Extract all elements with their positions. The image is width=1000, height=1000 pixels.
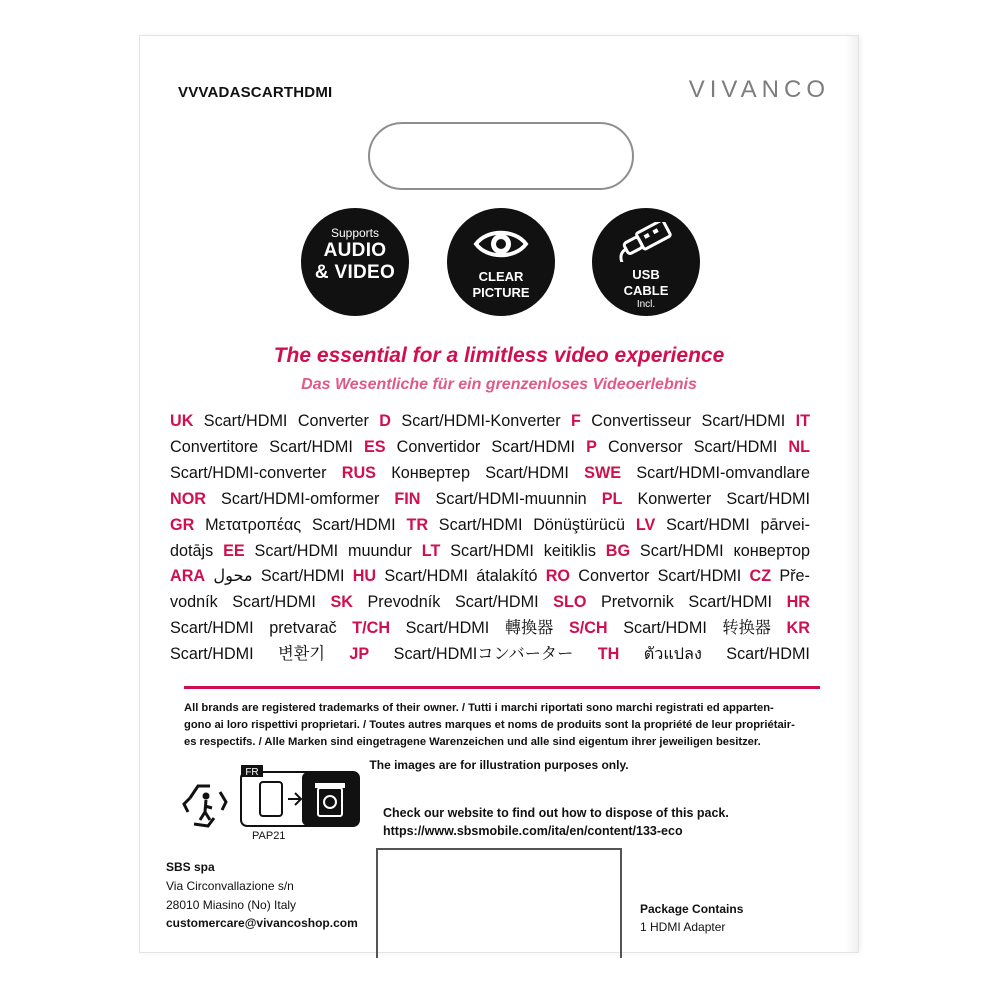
language-code: BG <box>605 541 631 560</box>
language-text: átalakító <box>476 567 538 586</box>
language-code: RO <box>545 567 571 586</box>
language-code: LV <box>635 515 656 534</box>
language-text: Convertor <box>578 567 650 586</box>
company-name: SBS spa <box>166 860 215 874</box>
language-line <box>170 409 810 435</box>
language-line <box>170 513 810 539</box>
language-code: RUS <box>341 463 376 482</box>
language-code: JP <box>349 645 370 664</box>
language-text: Convertitore <box>170 437 259 456</box>
package-title: Package Contains <box>640 902 744 916</box>
language-code: IT <box>795 412 810 430</box>
recycle-person-icon <box>180 778 236 834</box>
language-code: T/CH <box>352 619 391 638</box>
badge-usb-small: Incl. <box>636 299 656 310</box>
language-text: Scart/HDMI <box>450 541 534 560</box>
brand-logo: VIVANCO <box>688 76 830 103</box>
language-text: Scart/HDMI <box>170 619 254 638</box>
language-line <box>170 564 810 590</box>
language-text: Scart/HDMI <box>693 437 778 456</box>
language-line <box>170 642 810 668</box>
language-text: pārvei- <box>760 515 810 534</box>
legal-line: gono ai loro rispettivi proprietari. / Toutes autres marques et noms de produits sont la propriété de leur propriétair- <box>184 719 795 731</box>
dispose-info <box>383 804 729 840</box>
legal-line: All brands are registered trademarks of their owner. / Tutti i marchi riportati sono marchi registrati ed apparten- <box>184 702 774 714</box>
support-email[interactable]: customercare@vivancoshop.com <box>166 916 358 930</box>
language-text: Scart/HDMI <box>254 541 339 560</box>
language-text: Scart/HDMI <box>491 437 576 456</box>
eye-icon <box>473 224 529 264</box>
language-text: Scart/HDMI <box>666 515 750 534</box>
language-text: Scart/HDMI <box>170 645 254 664</box>
language-text: Scart/HDMI <box>405 619 490 638</box>
language-text: ตัวแปลง <box>643 645 702 664</box>
language-text: Scart/HDMI <box>269 437 353 456</box>
language-text: Scart/HDMI <box>232 593 316 612</box>
language-text: Scart/HDMI-omvandlare <box>636 463 810 482</box>
language-text: pretvarač <box>269 619 337 638</box>
language-code: CZ <box>749 567 772 586</box>
language-code: HU <box>352 567 377 586</box>
language-code: LT <box>421 541 441 560</box>
tagline-english: The essential for a limitless video experience <box>273 344 725 367</box>
language-text: Scart/HDMI <box>384 567 469 586</box>
illustration-disclaimer: The images are for illustration purposes only. <box>369 758 629 772</box>
language-code: TR <box>406 515 429 534</box>
language-text: Convertidor <box>396 437 481 456</box>
language-text: Scart/HDMI-converter <box>170 463 327 482</box>
language-text: Scart/HDMI <box>312 515 396 534</box>
language-text: Scart/HDMI <box>726 645 810 664</box>
address-line: Via Circonvallazione s/n <box>166 879 294 893</box>
language-code: D <box>379 412 391 430</box>
usb-plug-icon <box>611 222 681 262</box>
language-line <box>170 616 810 642</box>
language-code: SLO <box>553 593 587 612</box>
card-edge-shade <box>844 36 858 952</box>
language-text: محول <box>213 567 253 586</box>
badge-av-small: Supports <box>330 226 380 240</box>
language-text: Scart/HDMI <box>701 412 786 430</box>
language-code: NL <box>788 437 810 456</box>
language-text: конвертор <box>733 541 810 560</box>
language-text: Convertisseur <box>591 412 692 430</box>
language-code: KR <box>786 619 810 638</box>
barcode-area <box>376 848 622 958</box>
dispose-url[interactable]: https://www.sbsmobile.com/ita/en/content/133-eco <box>383 824 683 838</box>
language-code: S/CH <box>568 619 608 638</box>
badge-audio-video <box>301 208 409 316</box>
language-text: Scart/HDMI <box>485 463 569 482</box>
language-text: vodník <box>170 593 218 612</box>
language-text: muundur <box>348 541 412 560</box>
language-text: Μετατροπέας <box>205 515 302 534</box>
language-text: Scart/HDMI <box>623 619 707 638</box>
language-code: FIN <box>394 489 421 508</box>
language-code: GR <box>170 515 195 534</box>
language-text: Conversor <box>607 437 683 456</box>
language-code: UK <box>170 412 194 430</box>
language-text: 轉換器 <box>504 619 554 638</box>
language-code: HR <box>786 593 810 612</box>
language-text: Scart/HDMI <box>688 593 773 612</box>
language-text: Scart/HDMI-muunnin <box>435 489 587 508</box>
language-text: Scart/HDMIコンバーター <box>393 645 574 664</box>
language-text: Pretvornik <box>600 593 674 612</box>
language-text: 转换器 <box>722 619 771 638</box>
language-text: Scart/HDMI <box>454 593 539 612</box>
legal-line: es respectifs. / Alle Marken sind eingetragene Warenzeichen und alle sind eigentum ihrer jeweiligen besitzer. <box>184 736 761 748</box>
badge-clear-picture <box>447 208 555 316</box>
language-code: NOR <box>170 489 206 508</box>
language-text: Scart/HDMI <box>639 541 724 560</box>
language-list <box>170 409 810 668</box>
language-text: Конвертер <box>391 463 470 482</box>
package-card <box>140 36 858 952</box>
language-line <box>170 461 810 487</box>
divider-rule <box>184 686 820 689</box>
badge-usb-line2: CABLE <box>623 283 669 298</box>
language-text: Scart/HDMI <box>438 515 523 534</box>
material-code: PAP21 <box>252 830 286 842</box>
language-text: Scart/HDMI <box>260 567 345 586</box>
package-item: 1 HDMI Adapter <box>640 920 726 934</box>
language-code: SK <box>330 593 353 612</box>
company-address <box>166 858 296 915</box>
legal-notice <box>184 700 834 751</box>
language-code: ES <box>363 437 386 456</box>
language-text: Scart/HDMI-omformer <box>221 489 380 508</box>
language-code: PL <box>601 489 623 508</box>
language-text: Scart/HDMI-Konverter <box>401 412 561 430</box>
dispose-text: Check our website to find out how to dispose of this pack. <box>383 806 729 820</box>
language-text: Konwerter <box>637 489 712 508</box>
product-sku: VVVADASCARTHDMI <box>178 84 333 101</box>
language-text: Scart/HDMI <box>726 489 810 508</box>
badge-av-line1: AUDIO <box>323 240 387 261</box>
badge-av-line2: & VIDEO <box>314 262 396 283</box>
language-line <box>170 539 810 565</box>
language-text: Scart/HDMI <box>203 412 288 430</box>
triman-country: FR <box>245 767 259 778</box>
language-line <box>170 590 810 616</box>
badge-clear-line1: CLEAR <box>478 269 524 284</box>
hang-hole <box>368 122 634 190</box>
package-contents <box>640 900 743 936</box>
language-text: dotājs <box>170 541 214 560</box>
language-text: 변환기 <box>278 645 325 664</box>
language-text: Dönüştürücü <box>533 515 626 534</box>
badge-clear-line2: PICTURE <box>472 285 530 300</box>
language-line <box>170 435 810 461</box>
tagline-german: Das Wesentliche für ein grenzenloses Videoerlebnis <box>301 376 697 393</box>
language-text: Prevodník <box>367 593 441 612</box>
badge-usb-cable <box>592 208 700 316</box>
language-text: Converter <box>297 412 369 430</box>
language-code: TH <box>597 645 620 664</box>
language-code: F <box>571 412 581 430</box>
badge-usb-line1: USB <box>632 267 660 282</box>
triman-sorting-icon <box>240 764 360 828</box>
address-line: 28010 Miasino (No) Italy <box>166 898 297 912</box>
language-code: P <box>586 437 597 456</box>
language-code: EE <box>223 541 245 560</box>
language-text: keitiklis <box>543 541 596 560</box>
language-code: ARA <box>170 567 206 586</box>
language-code: SWE <box>584 463 622 482</box>
language-text: Scart/HDMI <box>657 567 742 586</box>
language-text: Pře- <box>779 567 810 586</box>
language-line <box>170 487 810 513</box>
